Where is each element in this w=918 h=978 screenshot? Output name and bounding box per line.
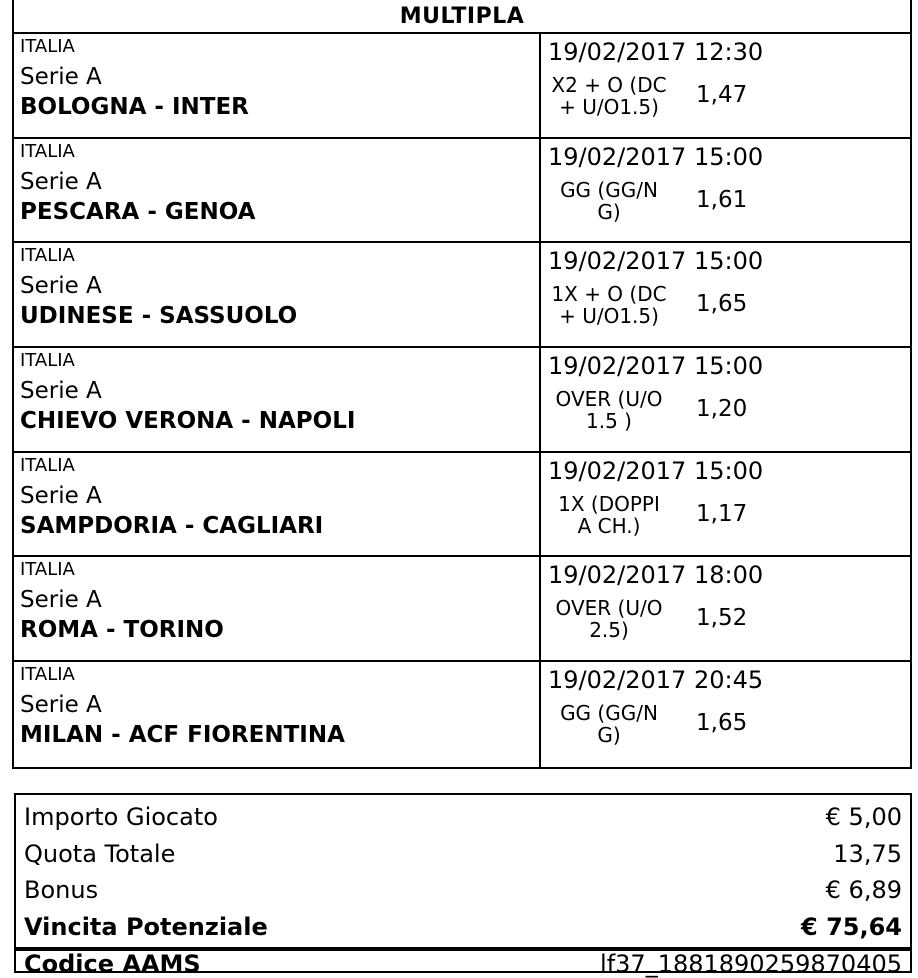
importo-row	[16, 799, 910, 836]
quota-label: Quota Totale	[24, 839, 176, 868]
event-row	[14, 139, 910, 244]
event-info	[14, 662, 541, 767]
vincita-value: € 75,64	[801, 912, 902, 941]
event-row	[14, 348, 910, 453]
event-info	[14, 34, 541, 137]
bet-type-line1: 1X (DOPPI	[558, 491, 660, 516]
event-bet-type	[545, 179, 673, 223]
bet-ticket	[12, 0, 912, 769]
event-bet-type	[545, 283, 673, 327]
event-info	[14, 243, 541, 346]
event-country: ITALIA	[20, 245, 75, 267]
event-league: Serie A	[20, 692, 102, 719]
event-league: Serie A	[20, 168, 102, 195]
bet-type-line2: G)	[597, 199, 621, 224]
codice-value: lf37_1881890259870405	[600, 950, 902, 978]
event-league: Serie A	[20, 64, 102, 90]
bet-type-line1: OVER (U/O	[555, 596, 663, 621]
event-row	[14, 662, 910, 767]
event-datetime: 19/02/2017 15:00	[548, 247, 764, 276]
importo-label: Importo Giocato	[24, 803, 218, 832]
event-country: ITALIA	[20, 559, 75, 581]
codice-row	[24, 950, 902, 978]
event-league: Serie A	[20, 482, 102, 509]
event-league: Serie A	[20, 587, 102, 614]
bet-type-line1: OVER (U/O	[555, 387, 663, 412]
event-match: MILAN - ACF FIORENTINA	[20, 722, 345, 749]
event-odd: 1,20	[696, 396, 748, 423]
event-bet	[541, 243, 910, 346]
event-country: ITALIA	[20, 664, 75, 686]
event-country: ITALIA	[20, 36, 75, 57]
event-row	[14, 34, 910, 139]
event-info	[14, 348, 541, 451]
codice-label: Codice AAMS	[24, 950, 201, 978]
event-datetime: 19/02/2017 15:00	[548, 142, 764, 171]
event-country: ITALIA	[20, 140, 75, 162]
vincita-label: Vincita Potenziale	[24, 912, 268, 941]
event-bet	[541, 348, 910, 451]
bonus-row	[16, 872, 910, 909]
vincita-row	[16, 909, 910, 946]
event-info	[14, 139, 541, 242]
bet-type-line2: + U/O1.5)	[559, 95, 659, 119]
quota-row	[16, 836, 910, 873]
event-match: PESCARA - GENOA	[20, 198, 256, 225]
event-row	[14, 453, 910, 558]
event-info	[14, 557, 541, 660]
event-datetime: 19/02/2017 15:00	[548, 352, 764, 381]
bet-type-line1: 1X + O (DC	[551, 282, 667, 307]
event-datetime: 19/02/2017 18:00	[548, 561, 764, 590]
event-bet-type	[545, 702, 673, 746]
event-bet-type	[545, 597, 673, 641]
event-odd: 1,61	[696, 186, 748, 213]
ticket-title: MULTIPLA	[14, 0, 910, 34]
event-bet-type	[545, 388, 673, 432]
bet-type-line1: GG (GG/N	[560, 177, 658, 202]
event-bet-type	[545, 74, 673, 118]
event-match: ROMA - TORINO	[20, 617, 224, 644]
event-match: CHIEVO VERONA - NAPOLI	[20, 408, 356, 435]
event-bet	[541, 557, 910, 660]
event-info	[14, 453, 541, 556]
event-bet	[541, 139, 910, 242]
bet-type-line2: G)	[597, 723, 621, 748]
event-datetime: 19/02/2017 12:30	[548, 38, 764, 66]
events-list	[14, 34, 910, 767]
event-datetime: 19/02/2017 15:00	[548, 456, 764, 485]
event-odd: 1,17	[696, 500, 748, 527]
event-bet	[541, 453, 910, 556]
event-match: SAMPDORIA - CAGLIARI	[20, 512, 324, 539]
event-match: UDINESE - SASSUOLO	[20, 303, 298, 330]
event-country: ITALIA	[20, 454, 75, 476]
event-odd: 1,52	[696, 605, 748, 632]
event-row	[14, 243, 910, 348]
bet-type-line2: 2.5)	[589, 618, 629, 643]
event-odd: 1,65	[696, 291, 748, 318]
event-country: ITALIA	[20, 350, 75, 372]
event-bet-type	[545, 493, 673, 537]
event-datetime: 19/02/2017 20:45	[548, 666, 764, 695]
bonus-value: € 6,89	[825, 876, 902, 905]
bet-type-line2: A CH.)	[577, 513, 641, 538]
event-odd: 1,47	[696, 82, 748, 108]
event-odd: 1,65	[696, 710, 748, 737]
event-match: BOLOGNA - INTER	[20, 94, 249, 120]
event-bet	[541, 662, 910, 767]
bet-type-line2: 1.5 )	[586, 409, 632, 434]
quota-value: 13,75	[833, 839, 902, 868]
importo-value: € 5,00	[825, 803, 902, 832]
event-league: Serie A	[20, 378, 102, 405]
event-row	[14, 557, 910, 662]
bet-type-line1: GG (GG/N	[560, 701, 658, 726]
bonus-label: Bonus	[24, 876, 99, 905]
event-bet	[541, 34, 910, 137]
event-league: Serie A	[20, 273, 102, 300]
ticket-summary	[14, 793, 912, 978]
bet-type-line2: + U/O1.5)	[559, 304, 659, 329]
bet-type-line1: X2 + O (DC	[551, 73, 667, 97]
